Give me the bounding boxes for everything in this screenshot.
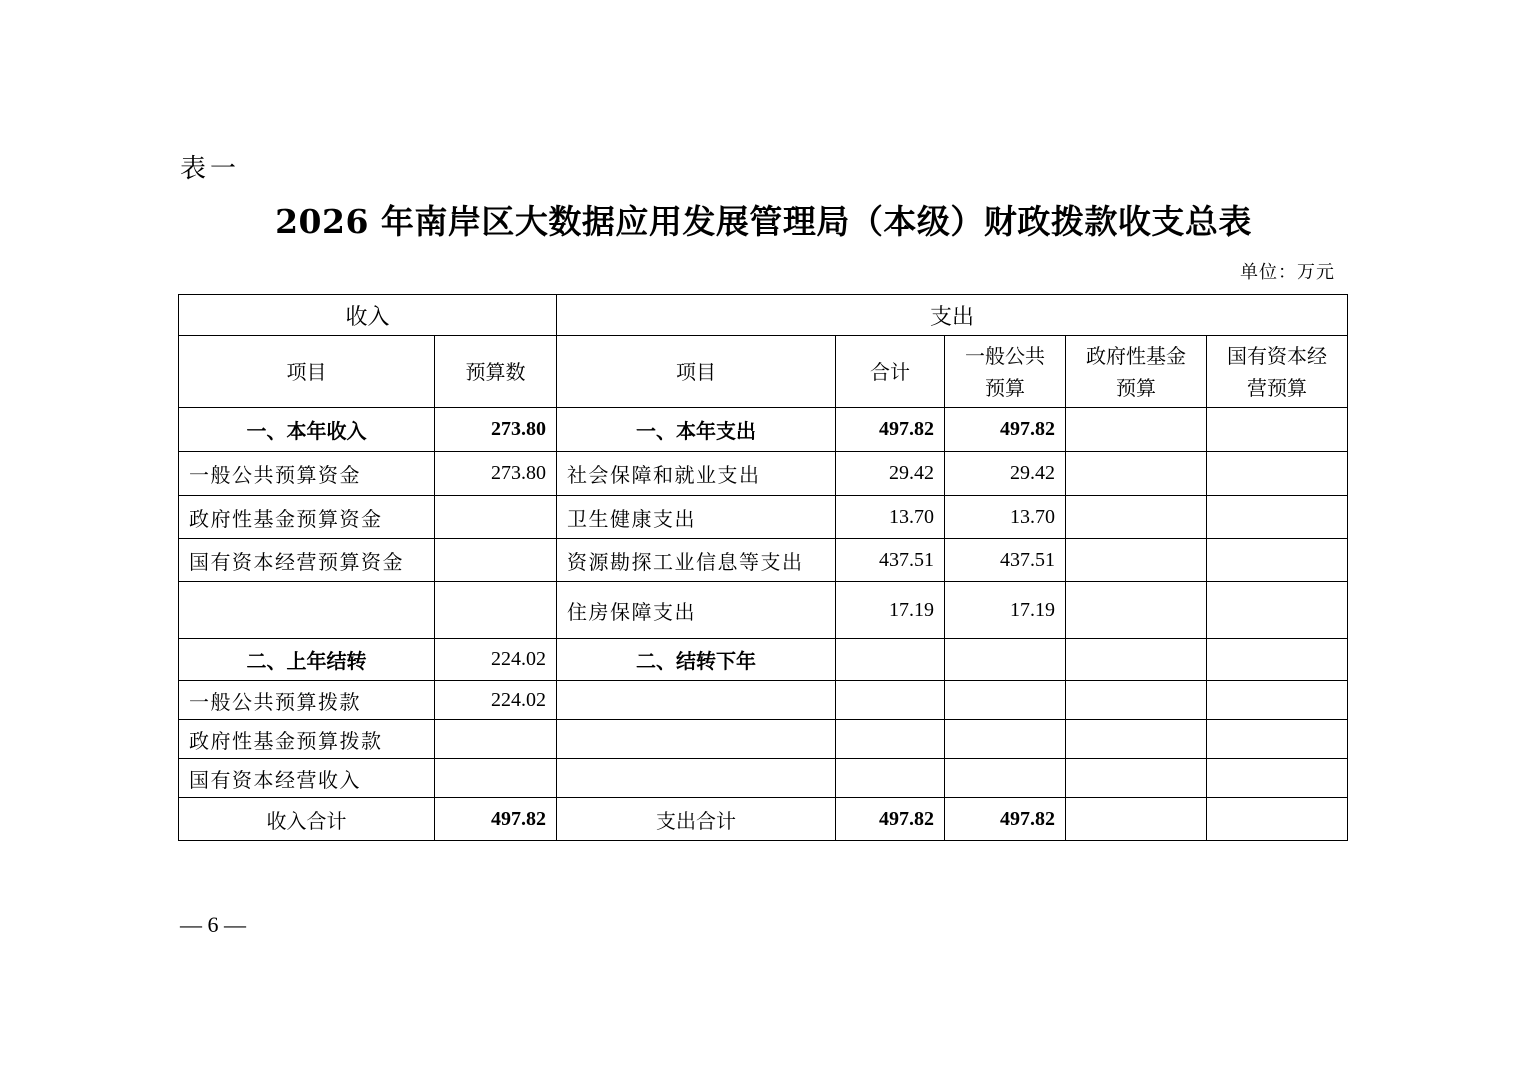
- income-item-cell: 二、上年结转: [179, 639, 435, 681]
- general-public-cell: [945, 681, 1066, 720]
- general-public-cell: 437.51: [945, 539, 1066, 582]
- table-row: [179, 639, 1348, 681]
- expense-total-label: 支出合计: [557, 798, 836, 841]
- income-budget-cell: 273.80: [435, 408, 557, 452]
- gov-fund-cell: [1066, 582, 1207, 639]
- table-row: [179, 681, 1348, 720]
- table-label: 表一: [180, 154, 241, 184]
- state-capital-cell: [1207, 681, 1348, 720]
- income-budget-cell: 224.02: [435, 639, 557, 681]
- expense-item-cell: 卫生健康支出: [557, 496, 836, 539]
- general-public-cell: 13.70: [945, 496, 1066, 539]
- total-cell: 497.82: [836, 408, 945, 452]
- gov-fund-cell: [1066, 720, 1207, 759]
- total-cell: 13.70: [836, 496, 945, 539]
- general-public-cell: 497.82: [945, 408, 1066, 452]
- income-budget-cell: [435, 496, 557, 539]
- total-cell: [836, 681, 945, 720]
- gov-fund-cell: [1066, 798, 1207, 841]
- general-public-cell: [945, 720, 1066, 759]
- expense-item-cell: 二、结转下年: [557, 639, 836, 681]
- income-budget-cell: [435, 759, 557, 798]
- total-cell: [836, 720, 945, 759]
- header-general-public: [945, 336, 1066, 408]
- table-row: [179, 496, 1348, 539]
- gov-fund-cell: [1066, 539, 1207, 582]
- income-budget-cell: [435, 582, 557, 639]
- budget-summary-table: [178, 294, 1348, 841]
- total-cell: [836, 639, 945, 681]
- state-capital-cell: [1207, 582, 1348, 639]
- state-capital-cell: [1207, 408, 1348, 452]
- state-capital-cell: [1207, 639, 1348, 681]
- state-capital-cell: [1207, 452, 1348, 496]
- gov-fund-cell: [1066, 452, 1207, 496]
- header-gov-fund: [1066, 336, 1207, 408]
- expense-item-cell: 一、本年支出: [557, 408, 836, 452]
- state-capital-cell: [1207, 720, 1348, 759]
- income-item-cell: 一般公共预算拨款: [179, 681, 435, 720]
- general-public-cell: 29.42: [945, 452, 1066, 496]
- general-public-cell: 497.82: [945, 798, 1066, 841]
- expense-item-cell: 社会保障和就业支出: [557, 452, 836, 496]
- income-item-cell: 一般公共预算资金: [179, 452, 435, 496]
- expense-item-cell: [557, 720, 836, 759]
- table-row: [179, 720, 1348, 759]
- group-header-row: [179, 295, 1348, 336]
- income-item-cell: 国有资本经营预算资金: [179, 539, 435, 582]
- total-cell: [836, 759, 945, 798]
- income-budget-cell: 224.02: [435, 681, 557, 720]
- income-group-header: 收入: [179, 295, 557, 336]
- state-capital-cell: [1207, 798, 1348, 841]
- column-header-row: [179, 336, 1348, 408]
- income-budget-cell: [435, 720, 557, 759]
- total-cell: 17.19: [836, 582, 945, 639]
- table-row: [179, 759, 1348, 798]
- header-income-budget: 预算数: [435, 336, 557, 408]
- income-item-cell: 一、本年收入: [179, 408, 435, 452]
- income-total-label: 收入合计: [179, 798, 435, 841]
- general-public-cell: 17.19: [945, 582, 1066, 639]
- income-item-cell: 政府性基金预算拨款: [179, 720, 435, 759]
- header-state-capital-text: 国有资本经营预算: [1227, 343, 1328, 400]
- table-row: [179, 452, 1348, 496]
- header-total: 合计: [836, 336, 945, 408]
- general-public-cell: [945, 639, 1066, 681]
- state-capital-cell: [1207, 539, 1348, 582]
- header-general-public-text: 一般公共预算: [965, 343, 1046, 400]
- gov-fund-cell: [1066, 681, 1207, 720]
- income-budget-cell: [435, 539, 557, 582]
- document-title: 2026 年南岸区大数据应用发展管理局（本级）财政拨款收支总表: [275, 202, 1252, 241]
- gov-fund-cell: [1066, 496, 1207, 539]
- state-capital-cell: [1207, 496, 1348, 539]
- income-item-cell: 政府性基金预算资金: [179, 496, 435, 539]
- header-gov-fund-text: 政府性基金预算: [1086, 343, 1187, 400]
- general-public-cell: [945, 759, 1066, 798]
- table-row: [179, 408, 1348, 452]
- income-item-cell: 国有资本经营收入: [179, 759, 435, 798]
- gov-fund-cell: [1066, 759, 1207, 798]
- page-number: — 6 —: [180, 912, 246, 937]
- state-capital-cell: [1207, 759, 1348, 798]
- income-total-value: 497.82: [435, 798, 557, 841]
- totals-row: [179, 798, 1348, 841]
- total-cell: 29.42: [836, 452, 945, 496]
- header-expense-item: 项目: [557, 336, 836, 408]
- total-cell: 437.51: [836, 539, 945, 582]
- total-cell: 497.82: [836, 798, 945, 841]
- header-state-capital: [1207, 336, 1348, 408]
- unit-note: 单位：万元: [1240, 262, 1335, 283]
- income-budget-cell: 273.80: [435, 452, 557, 496]
- header-income-item: 项目: [179, 336, 435, 408]
- gov-fund-cell: [1066, 408, 1207, 452]
- table-row: [179, 582, 1348, 639]
- table-row: [179, 539, 1348, 582]
- expense-item-cell: 资源勘探工业信息等支出: [557, 539, 836, 582]
- expense-item-cell: [557, 681, 836, 720]
- gov-fund-cell: [1066, 639, 1207, 681]
- expense-item-cell: [557, 759, 836, 798]
- expense-group-header: 支出: [557, 295, 1348, 336]
- expense-item-cell: 住房保障支出: [557, 582, 836, 639]
- income-item-cell: [179, 582, 435, 639]
